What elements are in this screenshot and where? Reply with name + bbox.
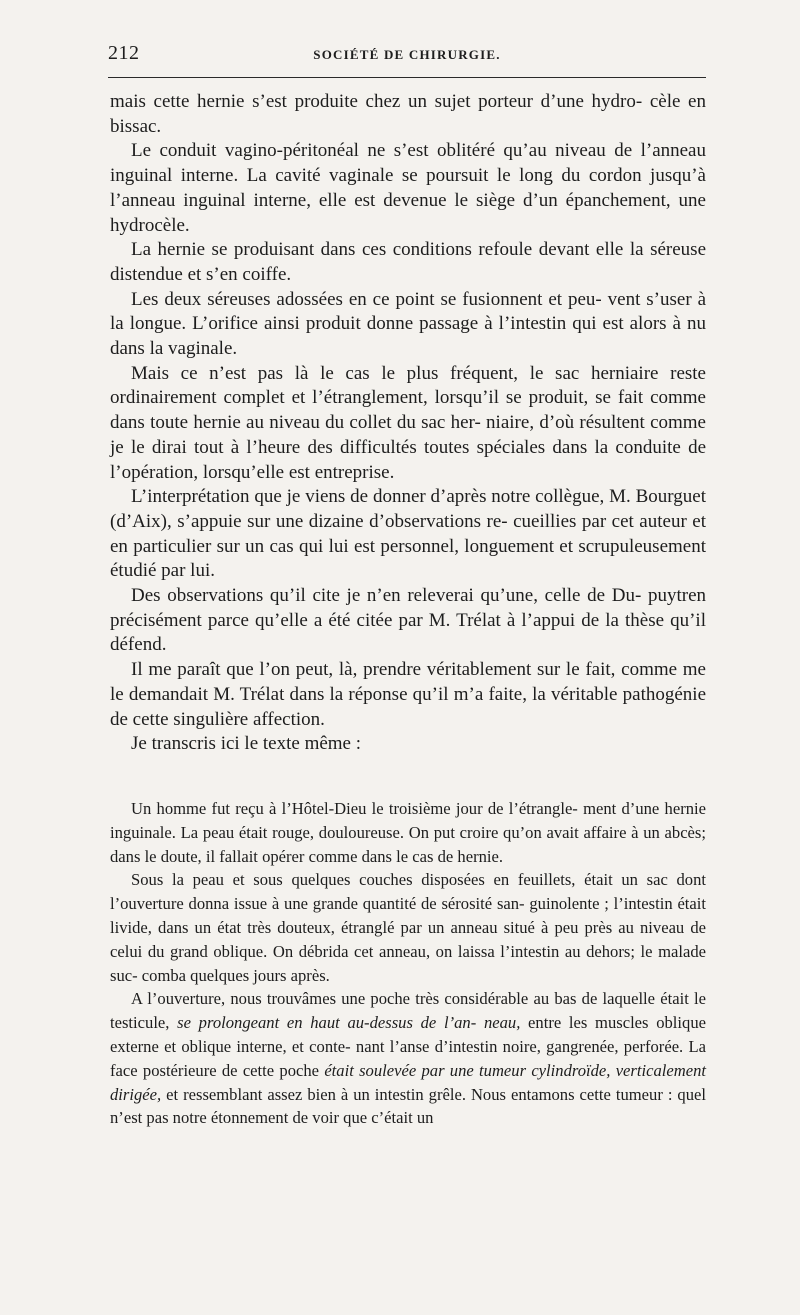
paragraph: Des observations qu’il cite je n’en releverai qu’une, celle de Du- puytren précisément parce qu’elle a été citée par M. Trélat à l’appui de la thèse qu’il défend. xyxy=(110,585,706,656)
paragraph: Le conduit vagino-péritonéal ne s’est oblitéré qu’au niveau de l’anneau inguinal interne. La cavité vaginale se poursuit le long du cordon jusqu’à l’anneau inguinal interne, elle est devenue le siège d’un épanchement, une hydrocèle. xyxy=(110,140,706,236)
paragraph: La hernie se produisant dans ces conditions refoule devant elle la séreuse distendue et s’en coiffe. xyxy=(110,239,706,285)
quote-text: entre les muscles oblique externe et oblique interne, et conte- nant l’anse d’intestin noire, gangrenée, perforée. La face postérieure de cette poche xyxy=(110,1013,706,1080)
header-rule xyxy=(108,77,706,78)
page-header xyxy=(108,42,706,74)
paragraph: Mais ce n’est pas là le cas le plus fréquent, le sac herniaire reste ordinairement complet et l’étranglement, lorsqu’il se produit, se fait comme dans toute hernie au niveau du collet du sac her- niaire, d’où résultent comme je le dirai tout à l’heure des difficultés toutes spéciales dans la conduite de l’opération, lorsqu’elle est entreprise. xyxy=(110,362,706,483)
quote-italic: se prolongeant en haut au-dessus de l’an- neau, xyxy=(177,1013,521,1033)
quote-paragraph: Sous la peau et sous quelques couches disposées en feuillets, était un sac dont l’ouverture donna issue à une grande quantité de sérosité san- guinolente ; l’intestin était livide, dans un état très douteux, étranglé par un anneau situé à peu près au niveau de celui du grand oblique. On débrida cet anneau, on laissa l’intestin au dehors; le malade suc- comba quelques jours après. xyxy=(110,870,706,985)
paragraph: Je transcris ici le texte même : xyxy=(131,733,362,755)
main-text xyxy=(110,90,706,757)
quote-paragraph: Un homme fut reçu à l’Hôtel-Dieu le troisième jour de l’étrangle- ment d’une hernie inguinale. La peau était rouge, douloureuse. On put croire qu’on avait affaire à un abcès; dans le doute, il fallait opérer comme dans le cas de hernie. xyxy=(110,799,706,866)
page-number: 212 xyxy=(108,42,140,64)
quoted-observation xyxy=(110,797,706,1130)
paragraph: Les deux séreuses adossées en ce point se fusionnent et peu- vent s’user à la longue. L’orifice ainsi produit donne passage à l’intestin qui est alors à nu dans la vaginale. xyxy=(110,288,706,360)
quote-paragraph xyxy=(110,987,706,1130)
quote-text: et ressemblant assez bien à un intestin grêle. Nous entamons cette tumeur : quel n’est pas notre étonnement de voir que c’était un xyxy=(110,1084,706,1128)
paragraph: mais cette hernie s’est produite chez un sujet porteur d’une hydro- cèle en bissac. xyxy=(110,91,706,137)
quote-text: A l’ouverture, nous trouvâmes une poche très considérable au bas de laquelle était le testicule, xyxy=(110,989,706,1033)
paragraph: L’interprétation que je viens de donner d’après notre collègue, M. Bourguet (d’Aix), s’appuie sur une dizaine d’observations re- cueillies par cet auteur et en particulier sur un cas qui lui est personnel, longuement et scrupuleusement étudié par lui. xyxy=(110,486,706,582)
quote-italic: était soulevée par une tumeur cylindroïde, verticalement dirigée, xyxy=(110,1060,706,1104)
paragraph: Il me paraît que l’on peut, là, prendre véritablement sur le fait, comme me le demandait M. Trélat dans la réponse qu’il m’a faite, la véritable pathogénie de cette singulière affection. xyxy=(110,659,706,730)
running-head: SOCIÉTÉ DE CHIRURGIE. xyxy=(313,47,501,62)
